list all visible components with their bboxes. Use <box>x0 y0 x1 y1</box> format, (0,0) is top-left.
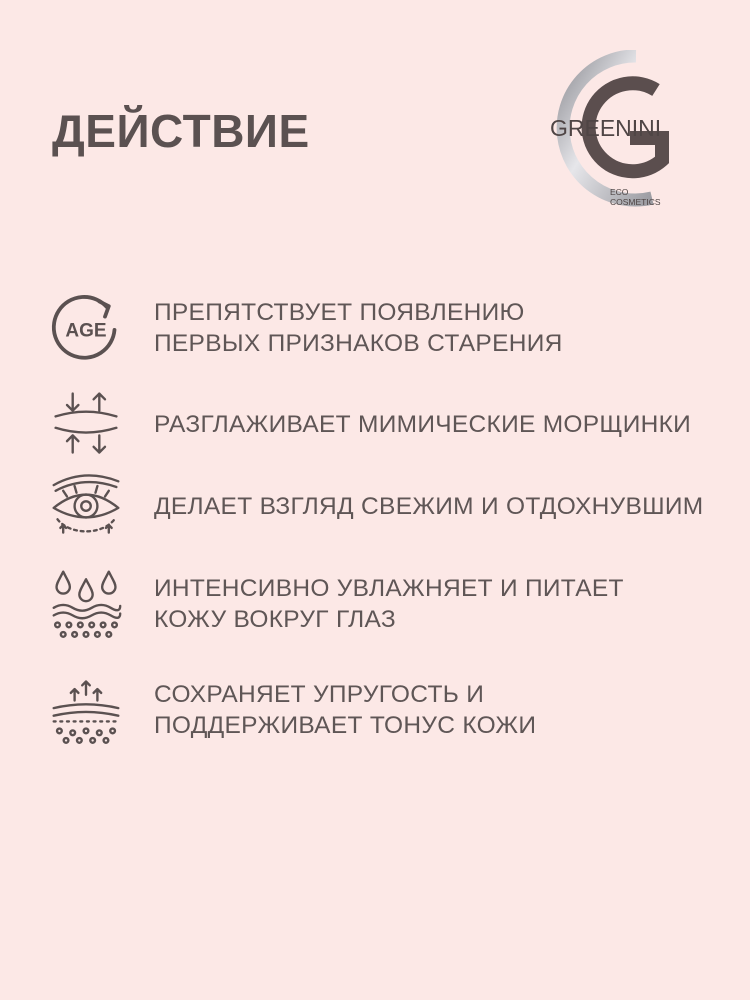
skin-elasticity-icon <box>46 670 126 750</box>
feature-item <box>46 288 726 368</box>
eye-icon <box>46 466 126 546</box>
feature-text: ИНТЕНСИВНО УВЛАЖНЯЕТ И ПИТАЕТ КОЖУ ВОКРУГ ГЛАЗ <box>154 575 624 633</box>
svg-text:ECO: ECO <box>610 187 629 197</box>
svg-text:GREENINI: GREENINI <box>550 115 662 141</box>
feature-text: РАЗГЛАЖИВАЕТ МИМИЧЕСКИЕ МОРЩИНКИ <box>154 410 692 438</box>
feature-text: ДЕЛАЕТ ВЗГЛЯД СВЕЖИМ И ОТДОХНУВШИМ <box>154 492 704 520</box>
feature-item <box>46 564 726 644</box>
moisture-drops-icon <box>46 564 126 644</box>
greenini-logo <box>524 50 674 210</box>
feature-item <box>46 670 726 750</box>
feature-item <box>46 384 726 464</box>
svg-text:AGE: AGE <box>65 320 107 342</box>
svg-text:COSMETICS: COSMETICS <box>610 197 661 207</box>
feature-text: СОХРАНЯЕТ УПРУГОСТЬ И ПОДДЕРЖИВАЕТ ТОНУС КОЖИ <box>154 681 537 739</box>
feature-text: ПРЕПЯТСТВУЕТ ПОЯВЛЕНИЮ ПЕРВЫХ ПРИЗНАКОВ СТАРЕНИЯ <box>154 299 563 357</box>
smoothing-arrows-icon <box>46 384 126 464</box>
feature-item <box>46 466 726 546</box>
page-title: ДЕЙСТВИЕ <box>52 105 310 157</box>
age-icon <box>46 288 126 368</box>
